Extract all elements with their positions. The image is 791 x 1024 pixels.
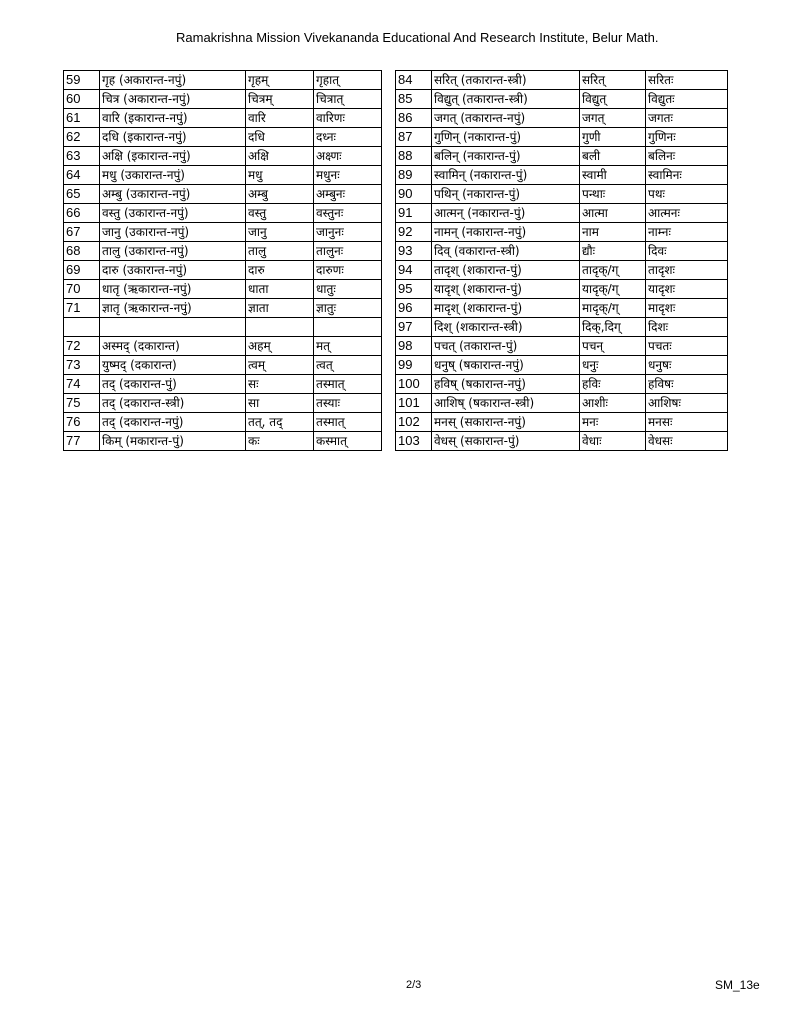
- word-cell: तादृश् (शकारान्त-पुं): [432, 261, 580, 280]
- table-row: [64, 90, 382, 109]
- form1-cell: मनः: [580, 413, 646, 432]
- form2-cell: तालुनः: [314, 242, 382, 261]
- table-row: [64, 128, 382, 147]
- form2-cell: यादृशः: [646, 280, 728, 299]
- row-number: 63: [64, 147, 100, 166]
- form2-cell: तादृशः: [646, 261, 728, 280]
- page-number: 2/3: [406, 979, 422, 991]
- form2-cell: वस्तुनः: [314, 204, 382, 223]
- form1-cell: जानु: [246, 223, 314, 242]
- row-number: 66: [64, 204, 100, 223]
- form1-cell: द्यौः: [580, 242, 646, 261]
- form1-cell: पन्थाः: [580, 185, 646, 204]
- row-number: 86: [396, 109, 432, 128]
- word-cell: दधि (इकारान्त-नपुं): [100, 128, 246, 147]
- form2-cell: वारिणः: [314, 109, 382, 128]
- row-number: 101: [396, 394, 432, 413]
- word-cell: पचत् (तकारान्त-पुं): [432, 337, 580, 356]
- row-number: 100: [396, 375, 432, 394]
- table-row: [64, 299, 382, 318]
- form2-cell: गुणिनः: [646, 128, 728, 147]
- form1-cell: वस्तु: [246, 204, 314, 223]
- form2-cell: मधुनः: [314, 166, 382, 185]
- word-cell: विद्युत् (तकारान्त-स्त्री): [432, 90, 580, 109]
- form2-cell: तस्मात्: [314, 375, 382, 394]
- form1-cell: ज्ञाता: [246, 299, 314, 318]
- word-cell: वारि (इकारान्त-नपुं): [100, 109, 246, 128]
- form1-cell: [246, 318, 314, 337]
- table-row: [64, 71, 382, 90]
- word-cell: मधु (उकारान्त-नपुं): [100, 166, 246, 185]
- form2-cell: सरितः: [646, 71, 728, 90]
- word-cell: गृह (अकारान्त-नपुं): [100, 71, 246, 90]
- word-cell: मादृश् (शकारान्त-पुं): [432, 299, 580, 318]
- table-row: [64, 356, 382, 375]
- table-row: [396, 299, 728, 318]
- row-number: 69: [64, 261, 100, 280]
- form1-cell: अहम्: [246, 337, 314, 356]
- row-number: 88: [396, 147, 432, 166]
- form1-cell: अम्बु: [246, 185, 314, 204]
- form2-cell: विद्युतः: [646, 90, 728, 109]
- row-number: 68: [64, 242, 100, 261]
- form2-cell: अक्ष्णः: [314, 147, 382, 166]
- row-number: 87: [396, 128, 432, 147]
- table-row: [64, 375, 382, 394]
- form1-cell: नाम: [580, 223, 646, 242]
- word-cell: अम्बु (उकारान्त-नपुं): [100, 185, 246, 204]
- form1-cell: दधि: [246, 128, 314, 147]
- word-cell: आशिष् (षकारान्त-स्त्री): [432, 394, 580, 413]
- form1-cell: चित्रम्: [246, 90, 314, 109]
- form2-cell: गृहात्: [314, 71, 382, 90]
- word-cell: तद् (दकारान्त-स्त्री): [100, 394, 246, 413]
- form1-cell: त्वम्: [246, 356, 314, 375]
- form1-cell: अक्षि: [246, 147, 314, 166]
- form2-cell: धनुषः: [646, 356, 728, 375]
- row-number: 59: [64, 71, 100, 90]
- row-number: 70: [64, 280, 100, 299]
- form2-cell: वेधसः: [646, 432, 728, 451]
- row-number: 96: [396, 299, 432, 318]
- table-row: [396, 318, 728, 337]
- form1-cell: आशीः: [580, 394, 646, 413]
- row-number: 62: [64, 128, 100, 147]
- row-number: 60: [64, 90, 100, 109]
- row-number: 92: [396, 223, 432, 242]
- row-number: [64, 318, 100, 337]
- word-cell: तद् (दकारान्त-पुं): [100, 375, 246, 394]
- form1-cell: हविः: [580, 375, 646, 394]
- form2-cell: मादृशः: [646, 299, 728, 318]
- form2-cell: दिशः: [646, 318, 728, 337]
- form2-cell: दिवः: [646, 242, 728, 261]
- word-cell: दिश् (शकारान्त-स्त्री): [432, 318, 580, 337]
- row-number: 75: [64, 394, 100, 413]
- table-row: [64, 185, 382, 204]
- form1-cell: तादृक्/ग्: [580, 261, 646, 280]
- table-row: [64, 109, 382, 128]
- table-row: [396, 261, 728, 280]
- form1-cell: विद्युत्: [580, 90, 646, 109]
- word-cell: मनस् (सकारान्त-नपुं): [432, 413, 580, 432]
- row-number: 64: [64, 166, 100, 185]
- row-number: 74: [64, 375, 100, 394]
- form2-cell: तस्मात्: [314, 413, 382, 432]
- form1-cell: सा: [246, 394, 314, 413]
- form1-cell: यादृक्/ग्: [580, 280, 646, 299]
- table-row: [396, 375, 728, 394]
- form1-cell: तत्, तद्: [246, 413, 314, 432]
- form1-cell: सरित्: [580, 71, 646, 90]
- word-cell: आत्मन् (नकारान्त-पुं): [432, 204, 580, 223]
- form2-cell: जगतः: [646, 109, 728, 128]
- word-cell: यादृश् (शकारान्त-पुं): [432, 280, 580, 299]
- table-row: [396, 128, 728, 147]
- table-row: [64, 204, 382, 223]
- word-cell: दारु (उकारान्त-नपुं): [100, 261, 246, 280]
- form1-cell: गृहम्: [246, 71, 314, 90]
- form1-cell: धाता: [246, 280, 314, 299]
- word-cell: चित्र (अकारान्त-नपुं): [100, 90, 246, 109]
- form2-cell: हविषः: [646, 375, 728, 394]
- table-row: [64, 394, 382, 413]
- row-number: 61: [64, 109, 100, 128]
- row-number: 102: [396, 413, 432, 432]
- form2-cell: धातुः: [314, 280, 382, 299]
- table-row: [396, 90, 728, 109]
- document-code: SM_13e: [715, 978, 760, 992]
- word-cell: तद् (दकारान्त-नपुं): [100, 413, 246, 432]
- table-row: [396, 432, 728, 451]
- form1-cell: मादृक्/ग्: [580, 299, 646, 318]
- row-number: 67: [64, 223, 100, 242]
- word-cell: सरित् (तकारान्त-स्त्री): [432, 71, 580, 90]
- table-row: [64, 242, 382, 261]
- form1-cell: गुणी: [580, 128, 646, 147]
- row-number: 90: [396, 185, 432, 204]
- word-cell: बलिन् (नकारान्त-पुं): [432, 147, 580, 166]
- table-row: [64, 261, 382, 280]
- word-cell: जगत् (तकारान्त-नपुं): [432, 109, 580, 128]
- form1-cell: बली: [580, 147, 646, 166]
- word-cell: दिव् (वकारान्त-स्त्री): [432, 242, 580, 261]
- word-cell: जानु (उकारान्त-नपुं): [100, 223, 246, 242]
- form1-cell: दिक्,दिग्: [580, 318, 646, 337]
- table-row: [64, 413, 382, 432]
- word-cell: नामन् (नकारान्त-नपुं): [432, 223, 580, 242]
- form2-cell: स्वामिनः: [646, 166, 728, 185]
- table-row: [396, 185, 728, 204]
- row-number: 65: [64, 185, 100, 204]
- table-row: [64, 166, 382, 185]
- form1-cell: दारु: [246, 261, 314, 280]
- form2-cell: ज्ञातुः: [314, 299, 382, 318]
- word-cell: स्वामिन् (नकारान्त-पुं): [432, 166, 580, 185]
- word-cell: तालु (उकारान्त-नपुं): [100, 242, 246, 261]
- form1-cell: कः: [246, 432, 314, 451]
- form1-cell: वारि: [246, 109, 314, 128]
- table-row: [396, 394, 728, 413]
- word-cell: ज्ञातृ (ऋकारान्त-नपुं): [100, 299, 246, 318]
- table-row: [396, 280, 728, 299]
- form2-cell: आत्मनः: [646, 204, 728, 223]
- row-number: 89: [396, 166, 432, 185]
- page-header: Ramakrishna Mission Vivekananda Educational And Research Institute, Belur Math.: [176, 30, 659, 45]
- word-cell: पथिन् (नकारान्त-पुं): [432, 185, 580, 204]
- row-number: 77: [64, 432, 100, 451]
- table-row: [396, 71, 728, 90]
- word-cell: [100, 318, 246, 337]
- word-cell: धातृ (ऋकारान्त-नपुं): [100, 280, 246, 299]
- form2-cell: पचतः: [646, 337, 728, 356]
- table-row: [396, 337, 728, 356]
- row-number: 76: [64, 413, 100, 432]
- form1-cell: जगत्: [580, 109, 646, 128]
- row-number: 73: [64, 356, 100, 375]
- word-cell: वेधस् (सकारान्त-पुं): [432, 432, 580, 451]
- word-cell: धनुष् (षकारान्त-नपुं): [432, 356, 580, 375]
- word-cell: वस्तु (उकारान्त-नपुं): [100, 204, 246, 223]
- form2-cell: बलिनः: [646, 147, 728, 166]
- row-number: 91: [396, 204, 432, 223]
- row-number: 85: [396, 90, 432, 109]
- form2-cell: जानुनः: [314, 223, 382, 242]
- word-cell: गुणिन् (नकारान्त-पुं): [432, 128, 580, 147]
- form2-cell: मत्: [314, 337, 382, 356]
- table-row: [396, 223, 728, 242]
- table-row: [396, 242, 728, 261]
- table-row: [396, 413, 728, 432]
- table-row: [396, 356, 728, 375]
- table-row: [396, 147, 728, 166]
- form2-cell: [314, 318, 382, 337]
- form1-cell: वेधाः: [580, 432, 646, 451]
- table-row: [396, 109, 728, 128]
- form2-cell: अम्बुनः: [314, 185, 382, 204]
- row-number: 71: [64, 299, 100, 318]
- table-row: [64, 147, 382, 166]
- row-number: 103: [396, 432, 432, 451]
- form1-cell: तालु: [246, 242, 314, 261]
- word-table-right: [395, 70, 728, 451]
- table-row: [64, 223, 382, 242]
- form2-cell: नाम्नः: [646, 223, 728, 242]
- table-row: [64, 432, 382, 451]
- table-row: [64, 337, 382, 356]
- word-cell: अक्षि (इकारान्त-नपुं): [100, 147, 246, 166]
- table-row: [64, 280, 382, 299]
- form1-cell: धनुः: [580, 356, 646, 375]
- table-row: [396, 166, 728, 185]
- form2-cell: मनसः: [646, 413, 728, 432]
- form1-cell: आत्मा: [580, 204, 646, 223]
- form1-cell: सः: [246, 375, 314, 394]
- table-row: [396, 204, 728, 223]
- row-number: 72: [64, 337, 100, 356]
- word-cell: हविष् (षकारान्त-नपुं): [432, 375, 580, 394]
- row-number: 95: [396, 280, 432, 299]
- form2-cell: कस्मात्: [314, 432, 382, 451]
- form1-cell: मधु: [246, 166, 314, 185]
- form1-cell: स्वामी: [580, 166, 646, 185]
- word-table-left: [63, 70, 382, 451]
- form2-cell: पथः: [646, 185, 728, 204]
- row-number: 94: [396, 261, 432, 280]
- row-number: 84: [396, 71, 432, 90]
- row-number: 97: [396, 318, 432, 337]
- row-number: 93: [396, 242, 432, 261]
- form2-cell: दारुणः: [314, 261, 382, 280]
- row-number: 99: [396, 356, 432, 375]
- form1-cell: पचन्: [580, 337, 646, 356]
- word-cell: युष्मद् (दकारान्त): [100, 356, 246, 375]
- table-row: [64, 318, 382, 337]
- word-cell: किम् (मकारान्त-पुं): [100, 432, 246, 451]
- row-number: 98: [396, 337, 432, 356]
- form2-cell: आशिषः: [646, 394, 728, 413]
- form2-cell: दध्नः: [314, 128, 382, 147]
- form2-cell: त्वत्: [314, 356, 382, 375]
- form2-cell: तस्याः: [314, 394, 382, 413]
- form2-cell: चित्रात्: [314, 90, 382, 109]
- word-cell: अस्मद् (दकारान्त): [100, 337, 246, 356]
